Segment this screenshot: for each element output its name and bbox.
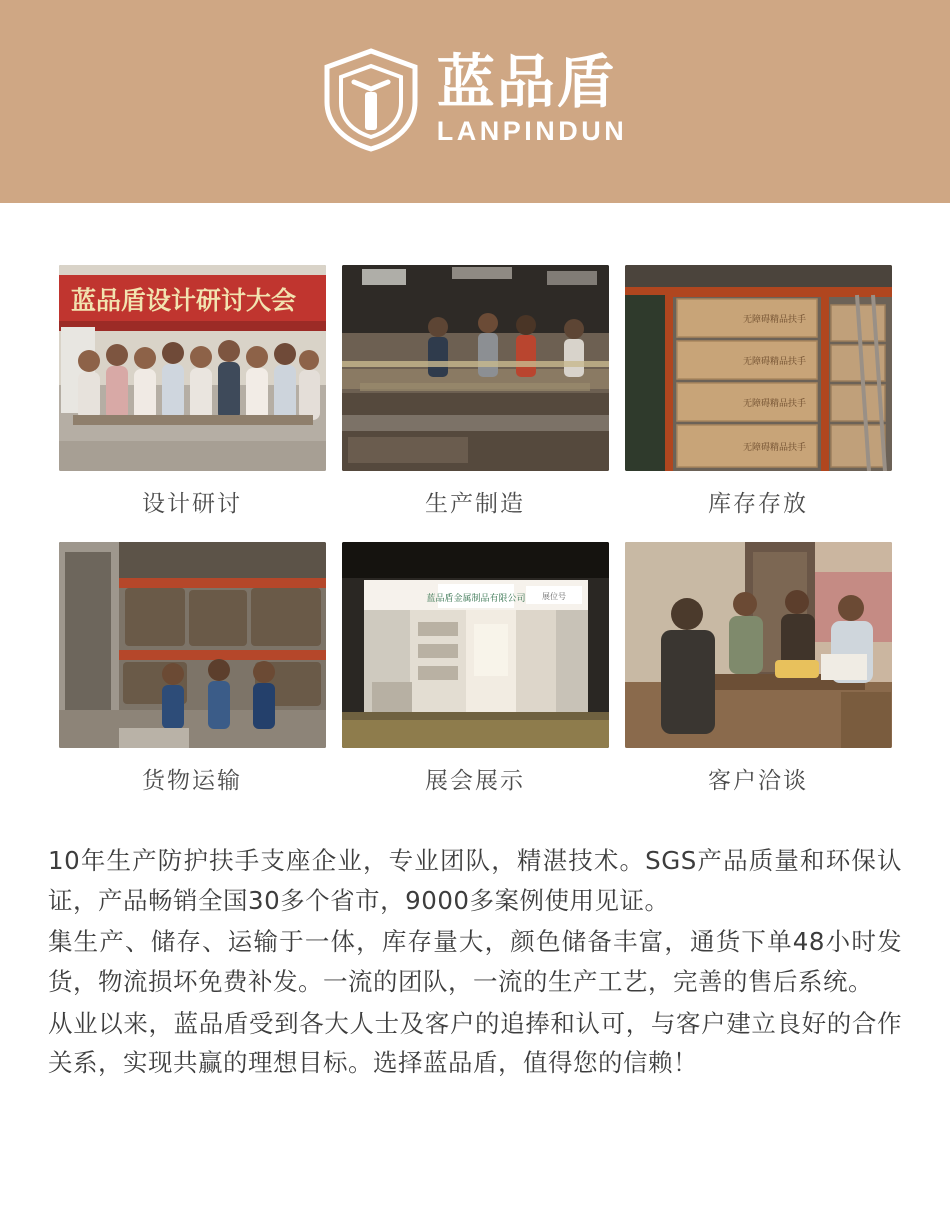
brand-name-cn: 蓝品盾 <box>436 47 617 116</box>
gallery-cell-client-negotiation <box>625 542 892 811</box>
brand-lockup <box>323 48 628 152</box>
photo-caption: 货物运输 <box>142 768 242 794</box>
company-description <box>0 819 950 1083</box>
brand-text-block <box>436 47 628 148</box>
warehouse-stock-photo <box>625 265 892 471</box>
svg-text:无障碍精品扶手: 无障碍精品扶手 <box>742 315 806 325</box>
brand-name-en: LANPINDUN <box>436 116 628 147</box>
photo-caption: 库存存放 <box>708 491 808 517</box>
photo-caption: 生产制造 <box>425 491 525 517</box>
gallery-cell-transport <box>59 542 326 811</box>
company-photo-gallery <box>0 203 950 811</box>
description-paragraph-3: 从业以来，蓝品盾受到各大人士及客户的追捧和认可，与客户建立良好的合作关系，实现共赢的理想目标。选择蓝品盾，值得您的信赖！ <box>48 1008 902 1078</box>
gallery-cell-warehouse <box>625 265 892 534</box>
production-workshop-photo <box>342 265 609 471</box>
svg-text:无障碍精品扶手: 无障碍精品扶手 <box>742 399 806 409</box>
goods-transport-photo <box>59 542 326 748</box>
exhibition-booth-photo <box>342 542 609 748</box>
design-seminar-photo <box>59 265 326 471</box>
description-paragraph-2: 集生产、储存、运输于一体，库存量大，颜色储备丰富，通货下单48小时发货，物流损坏免费补发。一流的团队，一流的生产工艺，完善的售后系统。 <box>48 927 902 997</box>
svg-text:展位号: 展位号 <box>541 592 566 601</box>
svg-text:无障碍精品扶手: 无障碍精品扶手 <box>742 357 806 367</box>
gallery-row <box>0 265 950 534</box>
description-paragraph-1: 10年生产防护扶手支座企业，专业团队，精湛技术。SGS产品质量和环保认证，产品畅销全国30多个省市，9000多案例使用见证。 <box>48 846 902 915</box>
shield-logo-icon <box>323 48 419 152</box>
photo-caption: 客户洽谈 <box>708 768 808 794</box>
svg-text:无障碍精品扶手: 无障碍精品扶手 <box>742 443 806 453</box>
gallery-row <box>0 542 950 811</box>
client-negotiation-photo <box>625 542 892 748</box>
gallery-cell-design-seminar <box>59 265 326 534</box>
gallery-cell-exhibition <box>342 542 609 811</box>
photo-caption: 设计研讨 <box>142 491 242 517</box>
svg-text:蓝品盾金属制品有限公司: 蓝品盾金属制品有限公司 <box>425 594 526 604</box>
gallery-cell-production <box>342 265 609 534</box>
svg-text:蓝品盾设计研讨大会: 蓝品盾设计研讨大会 <box>70 286 296 315</box>
brand-header-banner <box>0 0 950 203</box>
photo-caption: 展会展示 <box>425 768 525 794</box>
